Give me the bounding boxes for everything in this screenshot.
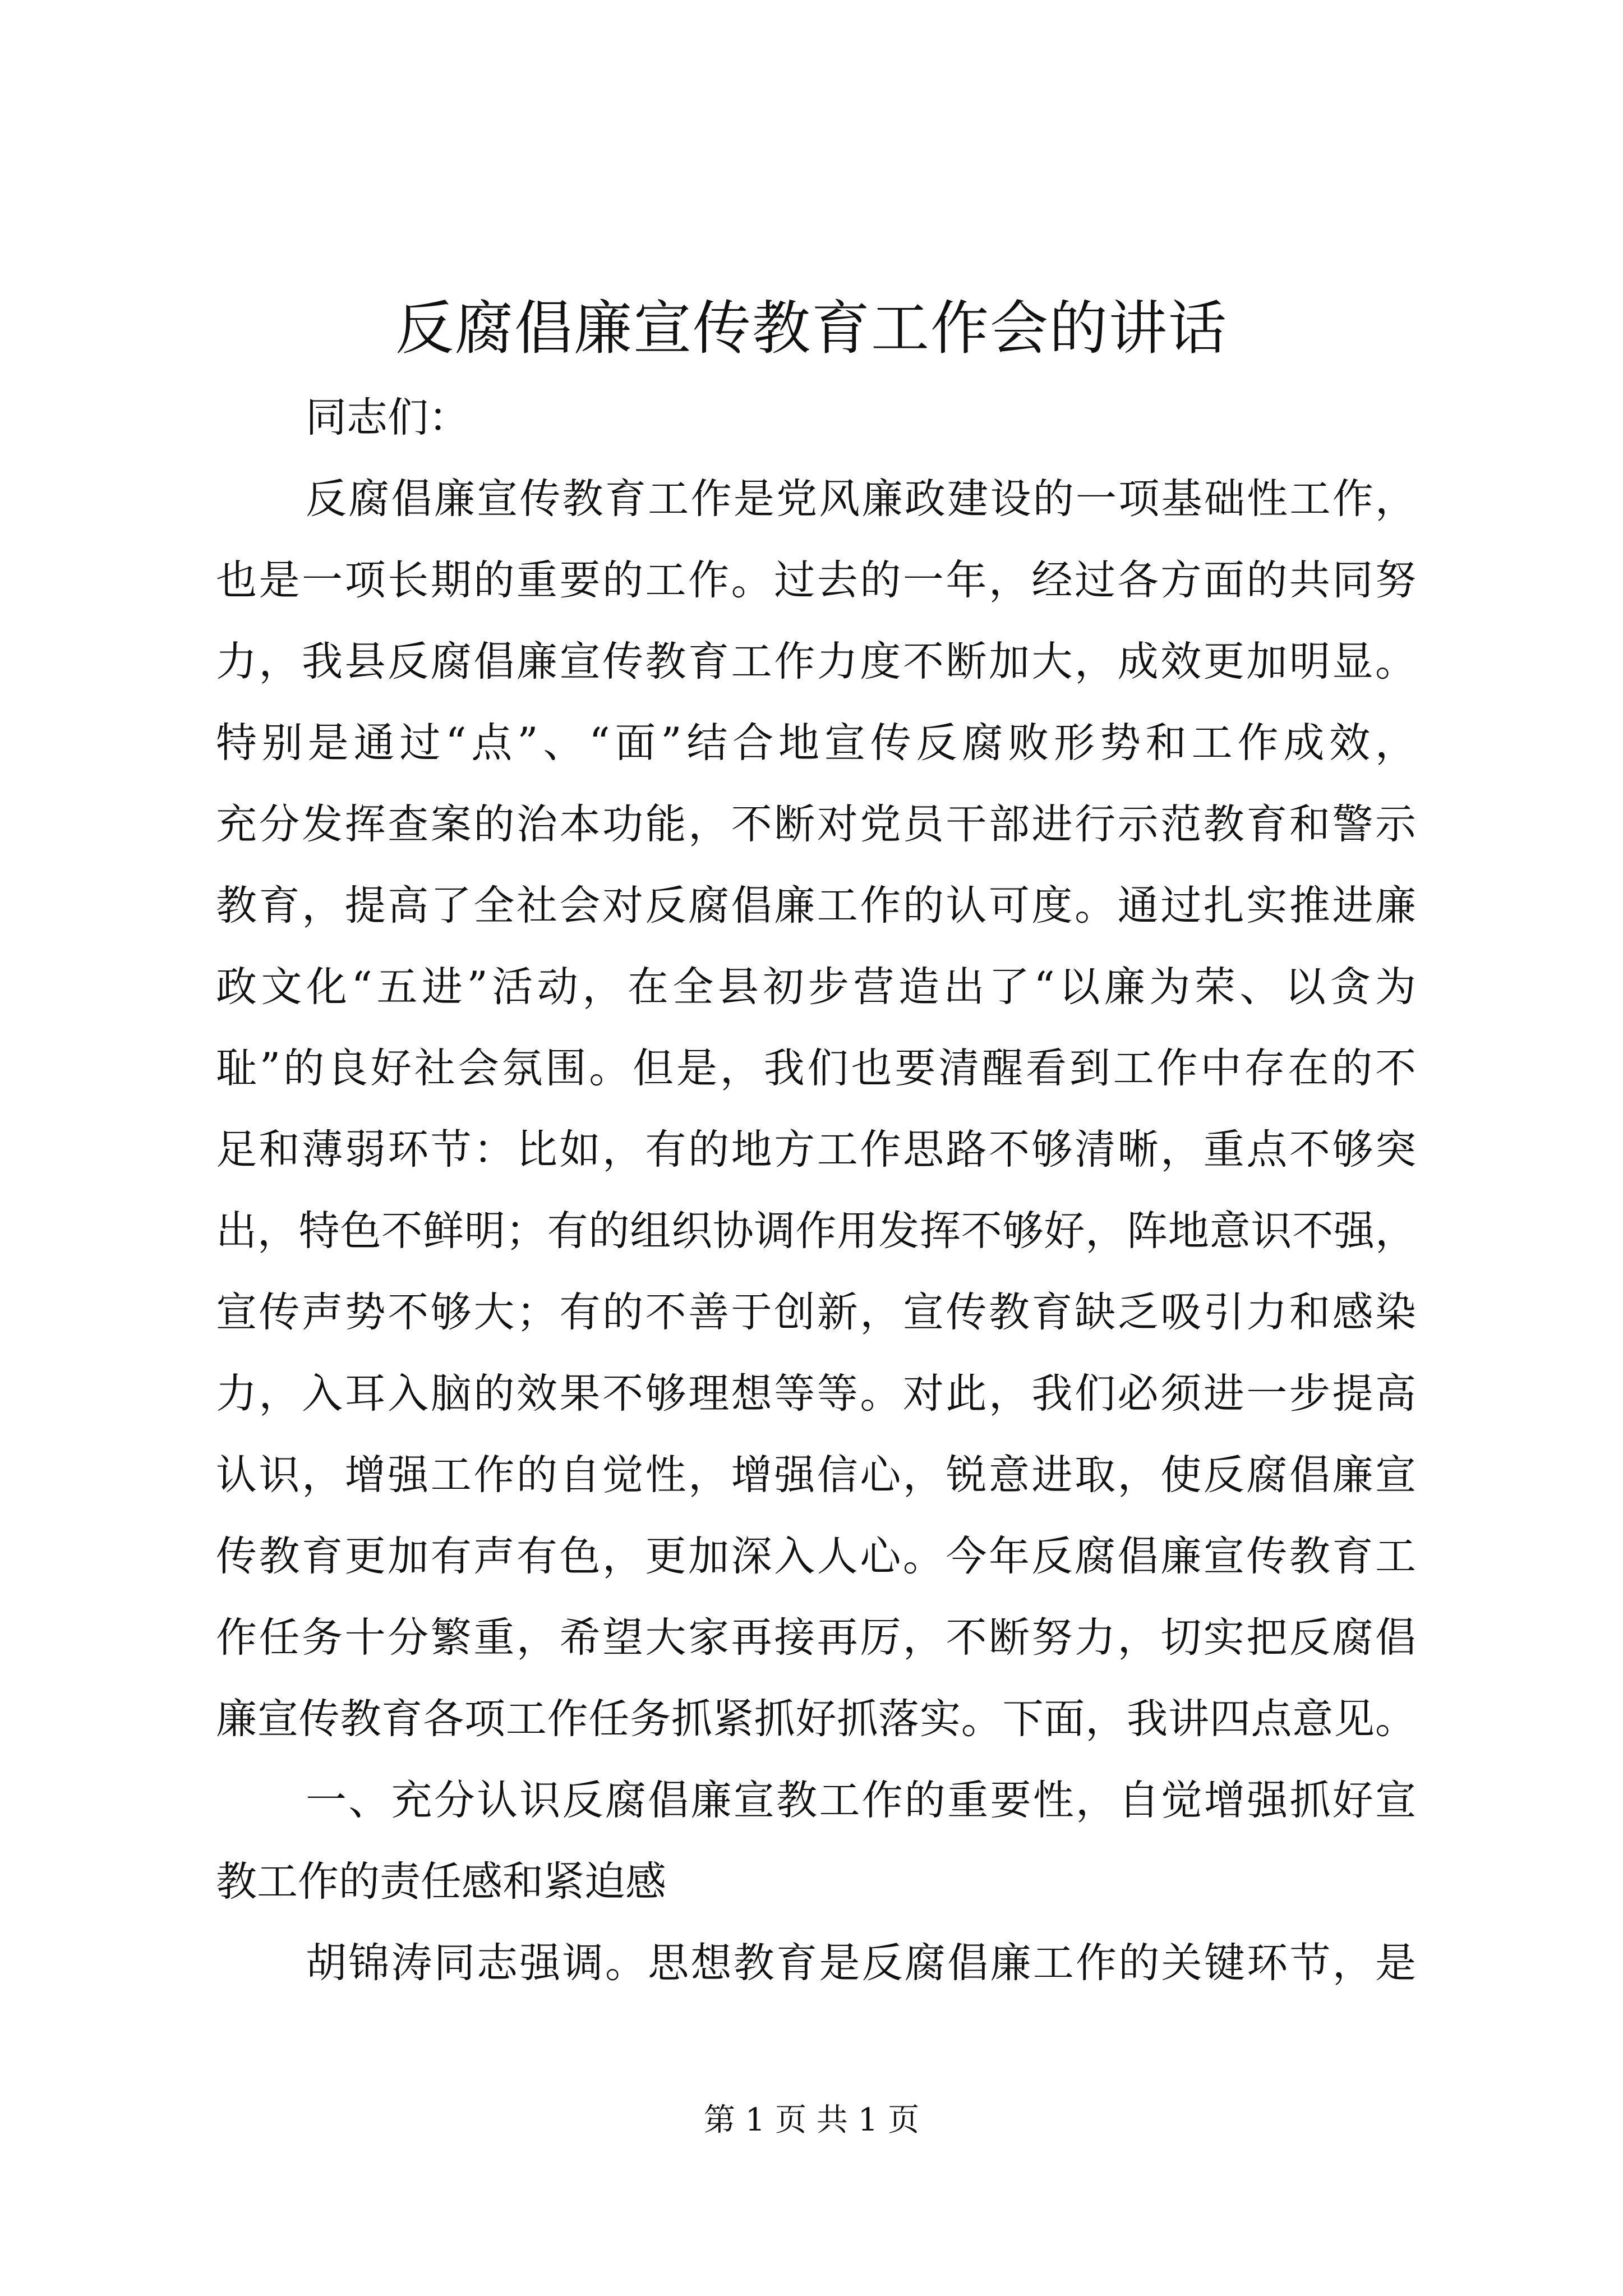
document-title: 反腐倡廉宣传教育工作会的讲话 — [395, 294, 1228, 362]
paragraph-line: 传教育更加有声有色，更加深入人心。今年反腐倡廉宣传教育工 — [216, 1533, 1416, 1580]
paragraph-line: 反腐倡廉宣传教育工作是党风廉政建设的一项基础性工作， — [306, 475, 1416, 523]
paragraph-line: 认识，增强工作的自觉性，增强信心，锐意进取，使反腐倡廉宣 — [216, 1451, 1416, 1499]
paragraph-line: 力，我县反腐倡廉宣传教育工作力度不断加大，成效更加明显。 — [216, 638, 1416, 685]
paragraph-line: 力，入耳入脑的效果不够理想等等。对此，我们必须进一步提高 — [216, 1370, 1416, 1418]
paragraph-line: 耻”的良好社会氛围。但是，我们也要清醒看到工作中存在的不 — [216, 1045, 1416, 1092]
document-body — [216, 377, 1416, 2004]
section-heading-line: 一、充分认识反腐倡廉宣教工作的重要性，自觉增强抓好宣 — [306, 1777, 1416, 1824]
paragraph-line: 教育，提高了全社会对反腐倡廉工作的认可度。通过扎实推进廉 — [216, 882, 1416, 930]
section-heading-line: 教工作的责任感和紧迫感 — [216, 1858, 666, 1906]
paragraph-line: 廉宣传教育各项工作任务抓紧抓好抓落实。下面，我讲四点意见。 — [216, 1695, 1416, 1743]
paragraph-line: 胡锦涛同志强调。思想教育是反腐倡廉工作的关键环节，是 — [306, 1939, 1416, 1987]
paragraph-line: 作任务十分繁重，希望大家再接再厉，不断努力，切实把反腐倡 — [216, 1614, 1416, 1662]
paragraph-line: 宣传声势不够大；有的不善于创新，宣传教育缺乏吸引力和感染 — [216, 1289, 1416, 1336]
paragraph-line: 足和薄弱环节：比如，有的地方工作思路不够清晰，重点不够突 — [216, 1126, 1416, 1174]
paragraph-line: 充分发挥查案的治本功能，不断对党员干部进行示范教育和警示 — [216, 800, 1416, 848]
paragraph-line: 也是一项长期的重要的工作。过去的一年，经过各方面的共同努 — [216, 556, 1416, 604]
paragraph-line: 特别是通过“点”、“面”结合地宣传反腐败形势和工作成效， — [216, 719, 1416, 767]
paragraph-line: 政文化“五进”活动，在全县初步营造出了“以廉为荣、以贪为 — [216, 963, 1416, 1011]
paragraph-line: 出，特色不鲜明；有的组织协调作用发挥不够好，阵地意识不强， — [216, 1207, 1416, 1255]
salutation-line: 同志们： — [306, 394, 469, 441]
page-footer: 第 1 页 共 1 页 — [703, 2102, 920, 2138]
